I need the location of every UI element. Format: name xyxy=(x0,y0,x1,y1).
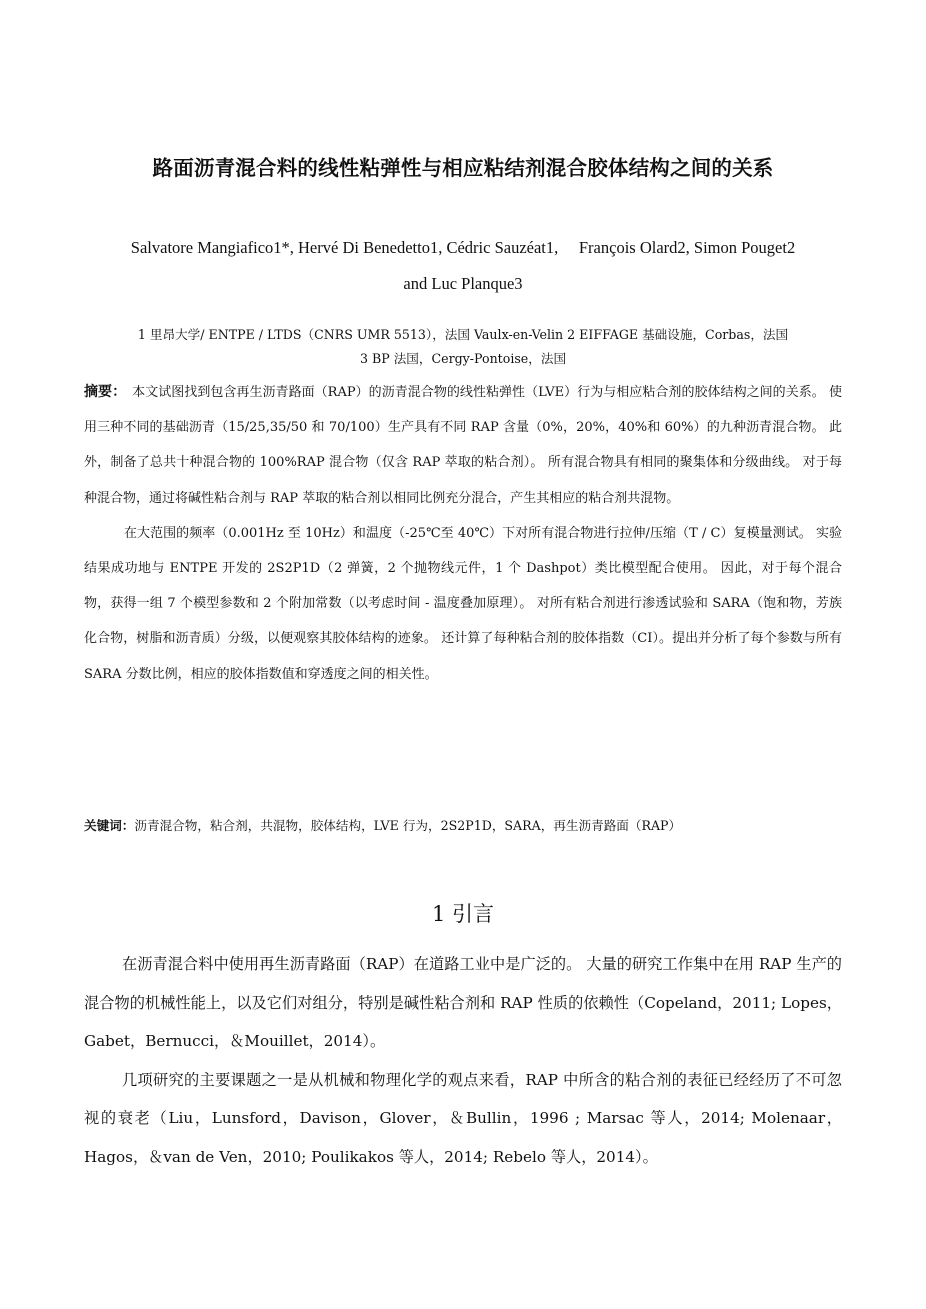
authors-line-1: Salvatore Mangiafico1*, Hervé Di Benedetto1, Cédric Sauzéat1, François Olard2, Simon Pouget2 xyxy=(130,238,796,257)
section-heading: 1 引言 xyxy=(431,902,495,926)
section-body xyxy=(84,945,842,1176)
abstract-paragraph-1 xyxy=(84,375,842,516)
abstract-label: 摘要： xyxy=(84,384,120,400)
keywords-label: 关键词： xyxy=(84,818,135,833)
keywords-text: 沥青混合物，粘合剂，共混物，胶体结构，LVE 行为，2S2P1D，SARA，再生沥青路面（RAP） xyxy=(134,818,682,833)
keywords xyxy=(84,812,854,840)
affiliation-line-1: 1 里昂大学/ ENTPE / LTDS（CNRS UMR 5513），法国 Vaulx-en-Velin 2 EIFFAGE 基础设施，Corbas，法国 xyxy=(137,327,789,342)
abstract-paragraph-2: 在大范围的频率（0.001Hz 至 10Hz）和温度（-25℃至 40℃）下对所有混合物进行拉伸/压缩（T / C）复模量测试。 实验结果成功地与 ENTPE 开发的 2S2P1D（2 弹簧，2 个抛物线元件，1 个 Dashpot）类比模型配合使用。 因此，对于每个混合物，获得一组 7 个模型参数和 2 个附加常数（以考虑时间 - 温度叠加原理）。 对所有粘合剂进行渗透试验和 SARA（饱和物，芳族化合物，树脂和沥青质）分级，以便观察其胶体结构的迹象。 还计算了每种粘合剂的胶体指数（CI）。提出并分析了每个参数与所有 SARA 分数比例，相应的胶体指数值和穿透度之间的相关性。 xyxy=(84,525,842,682)
author-list xyxy=(60,230,866,302)
paper-title: 路面沥青混合料的线性粘弹性与相应粘结剂混合胶体结构之间的关系 xyxy=(152,156,774,180)
abstract xyxy=(84,375,842,692)
body-paragraph-1: 在沥青混合料中使用再生沥青路面（RAP）在道路工业中是广泛的。 大量的研究工作集中在用 RAP 生产的混合物的机械性能上，以及它们对组分，特别是碱性粘合剂和 RAP 性质的依赖性（Copeland，2011; Lopes，Gabet，Bernucci，＆Mouillet，2014）。 xyxy=(84,955,842,1050)
body-paragraph-2: 几项研究的主要课题之一是从机械和物理化学的观点来看，RAP 中所含的粘合剂的表征已经经历了不可忽视的衰老（Liu，Lunsford，Davison，Glover，＆Bullin，1996 ; Marsac 等人，2014; Molenaar，Hagos，＆van de Ven，2010; Poulikakos 等人，2014; Rebelo 等人，2014）。 xyxy=(84,1070,842,1166)
affiliation-line-2: 3 BP 法国，Cergy-Pontoise，法国 xyxy=(359,351,567,366)
authors-line-2: and Luc Planque3 xyxy=(403,274,523,293)
abstract-text-1: 本文试图找到包含再生沥青路面（RAP）的沥青混合物的线性粘弹性（LVE）行为与相应粘合剂的胶体结构之间的关系。 使用三种不同的基础沥青（15/25,35/50 和 70/100）生产具有不同 RAP 含量（0%，20%，40%和 60%）的九种沥青混合物。 此外，制备了总共十种混合物的 100%RAP 混合物（仅含 RAP 萃取的粘合剂）。 所有混合物具有相同的聚集体和分级曲线。 对于每种混合物，通过将碱性粘合剂与 RAP 萃取的粘合剂以相同比例充分混合，产生其相应的粘合剂共混物。 xyxy=(84,385,842,506)
affiliations xyxy=(60,323,866,371)
